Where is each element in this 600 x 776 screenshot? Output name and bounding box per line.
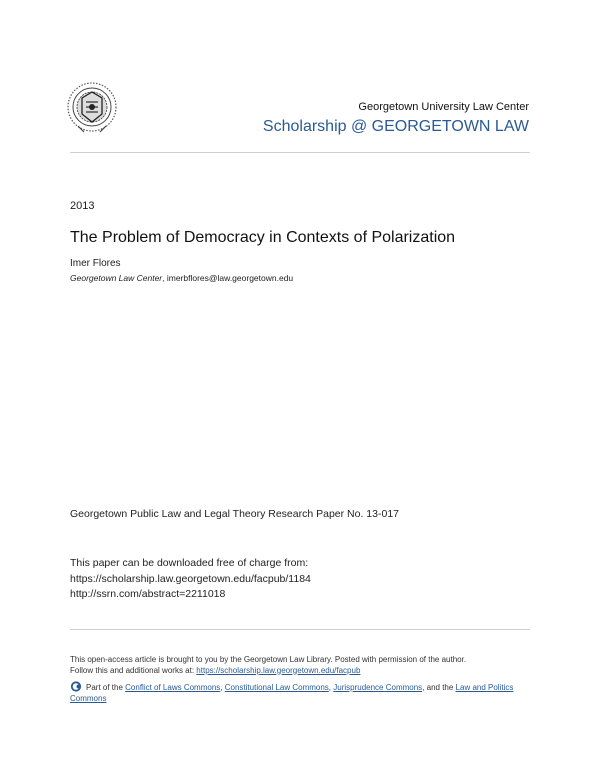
conflict-of-laws-commons-link[interactable]: Conflict of Laws Commons — [125, 683, 221, 692]
scholarship-title[interactable]: Scholarship @ GEORGETOWN LAW — [262, 118, 529, 135]
author-name: Imer Flores — [70, 258, 121, 269]
download-url-primary[interactable]: https://scholarship.law.georgetown.edu/facpub/1184 — [70, 572, 311, 585]
download-intro: This paper can be downloaded free of charge from: — [70, 557, 309, 569]
affiliation-name: Georgetown Law Center — [70, 273, 163, 283]
author-affiliation — [70, 273, 293, 283]
paper-title: The Problem of Democracy in Contexts of Polarization — [70, 229, 456, 246]
publication-year: 2013 — [70, 200, 95, 212]
separator: , — [220, 683, 225, 692]
author-email: , imerbflores@law.georgetown.edu — [162, 273, 294, 283]
footer-divider — [70, 629, 530, 630]
footer-notice — [70, 655, 532, 676]
download-url-ssrn[interactable]: http://ssrn.com/abstract=2211018 — [70, 588, 226, 600]
constitutional-law-commons-link[interactable]: Constitutional Law Commons — [224, 683, 329, 692]
follow-text: Follow this and additional works at: — [70, 665, 197, 675]
facpub-link[interactable]: https://scholarship.law.georgetown.edu/facpub — [196, 665, 361, 675]
law-and-politics-commons-link[interactable]: Law and Politics Commons — [70, 683, 514, 703]
separator: , — [328, 683, 334, 692]
university-name: Georgetown University Law Center — [358, 101, 529, 113]
follow-line — [70, 666, 532, 677]
jurisprudence-commons-link[interactable]: Jurisprudence Commons — [333, 683, 423, 692]
header-divider — [70, 152, 530, 153]
georgetown-seal-icon — [66, 80, 118, 136]
digital-commons-icon — [70, 681, 83, 692]
download-info — [70, 556, 311, 603]
part-of-text: Part of the — [86, 683, 126, 692]
open-access-notice: This open-access article is brought to you by the Georgetown Law Library. Posted with permission of the author. — [70, 655, 467, 664]
research-paper-series: Georgetown Public Law and Legal Theory Research Paper No. 13-017 — [70, 508, 400, 520]
separator: , and the — [422, 683, 456, 692]
commons-line — [70, 681, 532, 704]
